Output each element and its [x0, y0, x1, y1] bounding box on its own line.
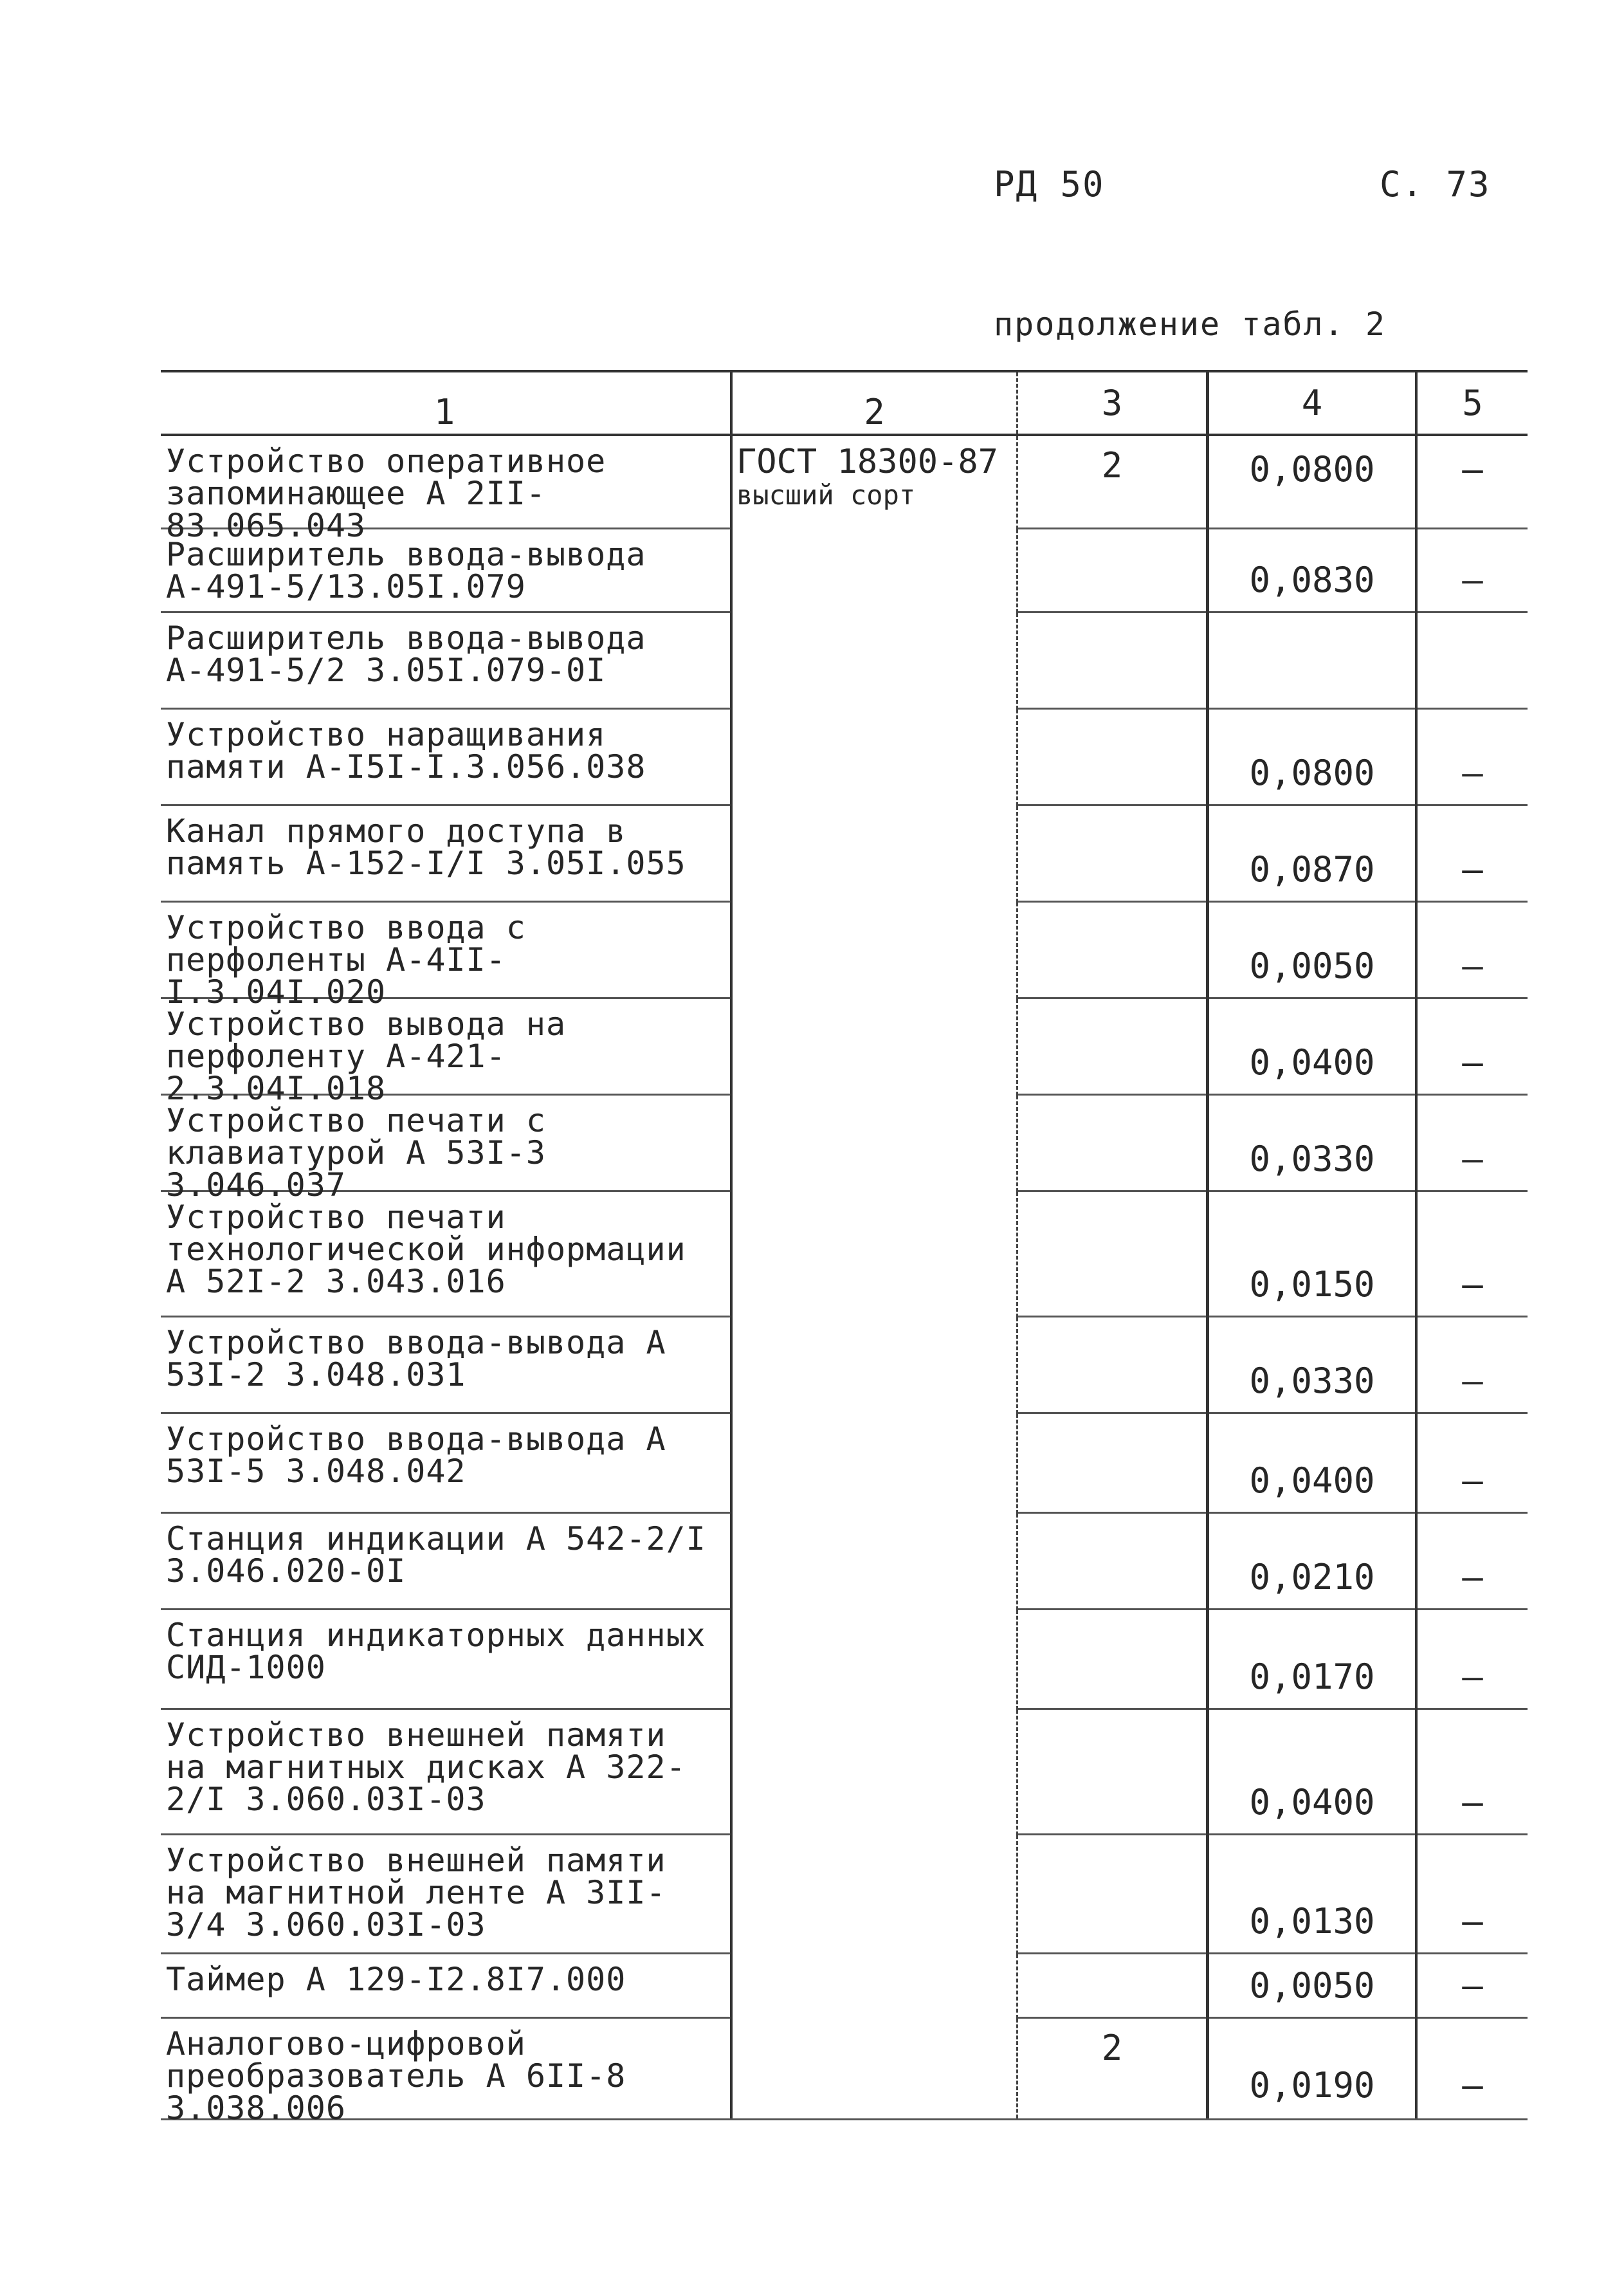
value-cell: 0,0400	[1206, 999, 1415, 1096]
device-name-cell: Таймер А 129-I2.8I7.000	[166, 1961, 626, 1998]
device-name-cell: Устройство внешней памяти на магнитной ленте А 3II-3/4 3.060.03I-03	[166, 1842, 666, 1943]
device-name-cell: Устройство вывода на перфоленту А-421-2.3.04I.018	[166, 1005, 567, 1107]
column-header-4: 4	[1206, 372, 1415, 434]
value-cell: 0,0400	[1206, 1414, 1415, 1514]
table-row	[161, 1317, 1528, 1414]
value-cell: 0,0800	[1206, 436, 1415, 529]
standard-cell	[730, 1414, 1016, 1514]
column5-cell: –	[1415, 1414, 1528, 1514]
column5-cell: –	[1415, 999, 1528, 1096]
value-cell: 0,0130	[1206, 1835, 1415, 1954]
table-row	[161, 806, 1528, 903]
document-code: РД 50	[994, 164, 1105, 205]
quantity-cell	[1016, 1835, 1206, 1954]
standard-cell	[730, 710, 1016, 806]
quantity-cell	[1016, 1610, 1206, 1710]
quantity-cell	[1016, 999, 1206, 1096]
column5-cell: –	[1415, 1192, 1528, 1317]
standard-cell	[730, 999, 1016, 1096]
quantity-cell	[1016, 1954, 1206, 2019]
quantity-cell	[1016, 1514, 1206, 1610]
quantity-cell	[1016, 806, 1206, 903]
quantity-cell: 2	[1016, 436, 1206, 529]
standard-cell	[730, 2019, 1016, 2118]
column-header-2: 2	[730, 372, 1016, 434]
standard-cell	[730, 613, 1016, 710]
table-row	[161, 999, 1528, 1107]
quantity-cell	[1016, 529, 1206, 613]
quantity-cell	[1016, 1414, 1206, 1514]
standard-cell	[730, 806, 1016, 903]
column5-cell: –	[1415, 903, 1528, 999]
column5-cell: –	[1415, 1710, 1528, 1835]
standard-cell	[730, 903, 1016, 999]
device-name-cell: Устройство печати с клавиатурой А 53I-3 3.046.037	[166, 1102, 546, 1204]
standard-ref: ГОСТ 18300-87	[736, 443, 998, 481]
device-name-cell: Аналогово-цифровой преобразователь А 6II-8 3.038.006	[166, 2025, 626, 2127]
standard-cell	[730, 436, 1016, 529]
value-cell	[1206, 613, 1415, 710]
standard-cell	[730, 1710, 1016, 1835]
column-header-3: 3	[1016, 372, 1206, 434]
value-cell: 0,0050	[1206, 903, 1415, 999]
value-cell: 0,0190	[1206, 2019, 1415, 2118]
quantity-cell	[1016, 1096, 1206, 1192]
table-row	[161, 1710, 1528, 1835]
column5-cell: –	[1415, 1317, 1528, 1414]
device-name-cell: Устройство внешней памяти на магнитных дисках А 322-2/I 3.060.03I-03	[166, 1716, 686, 1818]
table-body	[161, 436, 1528, 2127]
device-name-cell: Устройство наращивания памяти А-I5I-I.3.056.038	[166, 716, 646, 785]
device-name-cell: Расширитель ввода-вывода А-491-5/13.05I.079	[166, 536, 646, 605]
column5-cell: –	[1415, 1610, 1528, 1710]
standard-cell	[730, 1192, 1016, 1317]
quantity-cell	[1016, 1710, 1206, 1835]
column-header-1: 1	[433, 392, 456, 432]
column5-cell: –	[1415, 529, 1528, 613]
value-cell: 0,0400	[1206, 1710, 1415, 1835]
table-row	[161, 710, 1528, 806]
table-row	[161, 1610, 1528, 1710]
standard-cell	[730, 1835, 1016, 1954]
device-name-cell: Устройство ввода с перфоленты А-4II-I.3.04I.020	[166, 909, 526, 1011]
column-header-5: 5	[1415, 372, 1528, 434]
value-cell: 0,0800	[1206, 710, 1415, 806]
column5-cell: –	[1415, 1954, 1528, 2019]
device-name-cell: Устройство ввода-вывода А 53I-5 3.048.042	[166, 1420, 666, 1490]
quantity-cell	[1016, 613, 1206, 710]
device-name-cell: Устройство печати технологической информации А 52I-2 3.043.016	[166, 1198, 686, 1300]
standard-cell	[730, 1096, 1016, 1192]
column5-cell	[1415, 613, 1528, 710]
table-row	[161, 1192, 1528, 1317]
value-cell: 0,0050	[1206, 1954, 1415, 2019]
table-row	[161, 529, 1528, 613]
standard-cell	[730, 1514, 1016, 1610]
column5-cell: –	[1415, 710, 1528, 806]
column5-cell: –	[1415, 1514, 1528, 1610]
quantity-cell: 2	[1016, 2019, 1206, 2118]
table-header-row	[161, 372, 1528, 436]
table-row	[161, 903, 1528, 1011]
device-name-cell: Устройство оперативное запоминающее А 2II-83.065.043	[166, 443, 607, 544]
table-row	[161, 2019, 1528, 2127]
table-row	[161, 1514, 1528, 1610]
table-row	[161, 1954, 1528, 2019]
device-name-cell: Расширитель ввода-вывода А-491-5/2 3.05I.079-0I	[166, 619, 646, 689]
table-continuation-label: продолжение табл. 2	[994, 306, 1386, 343]
standard-cell	[730, 1317, 1016, 1414]
table-row	[161, 1835, 1528, 1954]
quantity-cell	[1016, 710, 1206, 806]
table-row	[161, 1096, 1528, 1204]
standard-cell	[730, 1610, 1016, 1710]
table-row	[161, 436, 1528, 544]
column5-cell: –	[1415, 806, 1528, 903]
value-cell: 0,0830	[1206, 529, 1415, 613]
value-cell: 0,0170	[1206, 1610, 1415, 1710]
column5-cell: –	[1415, 1835, 1528, 1954]
standard-cell	[730, 529, 1016, 613]
quality-grade: высший сорт	[736, 479, 916, 511]
table-row	[161, 1414, 1528, 1514]
value-cell: 0,0870	[1206, 806, 1415, 903]
quantity-cell	[1016, 903, 1206, 999]
value-cell: 0,0330	[1206, 1317, 1415, 1414]
device-name-cell: Станция индикаторных данных СИД-1000	[166, 1617, 706, 1686]
column5-cell: –	[1415, 2019, 1528, 2118]
table-row	[161, 613, 1528, 710]
quantity-cell	[1016, 1317, 1206, 1414]
device-name-cell: Станция индикации А 542-2/I 3.046.020-0I	[166, 1520, 706, 1590]
standard-cell	[730, 1954, 1016, 2019]
device-name-cell: Канал прямого доступа в память А-152-I/I 3.05I.055	[166, 812, 686, 882]
column5-cell: –	[1415, 436, 1528, 529]
quantity-cell	[1016, 1192, 1206, 1317]
value-cell: 0,0150	[1206, 1192, 1415, 1317]
column5-cell: –	[1415, 1096, 1528, 1192]
value-cell: 0,0330	[1206, 1096, 1415, 1192]
device-name-cell: Устройство ввода-вывода А 53I-2 3.048.031	[166, 1324, 666, 1393]
value-cell: 0,0210	[1206, 1514, 1415, 1610]
spec-table	[161, 370, 1528, 2127]
page-number: С. 73	[1380, 164, 1491, 205]
